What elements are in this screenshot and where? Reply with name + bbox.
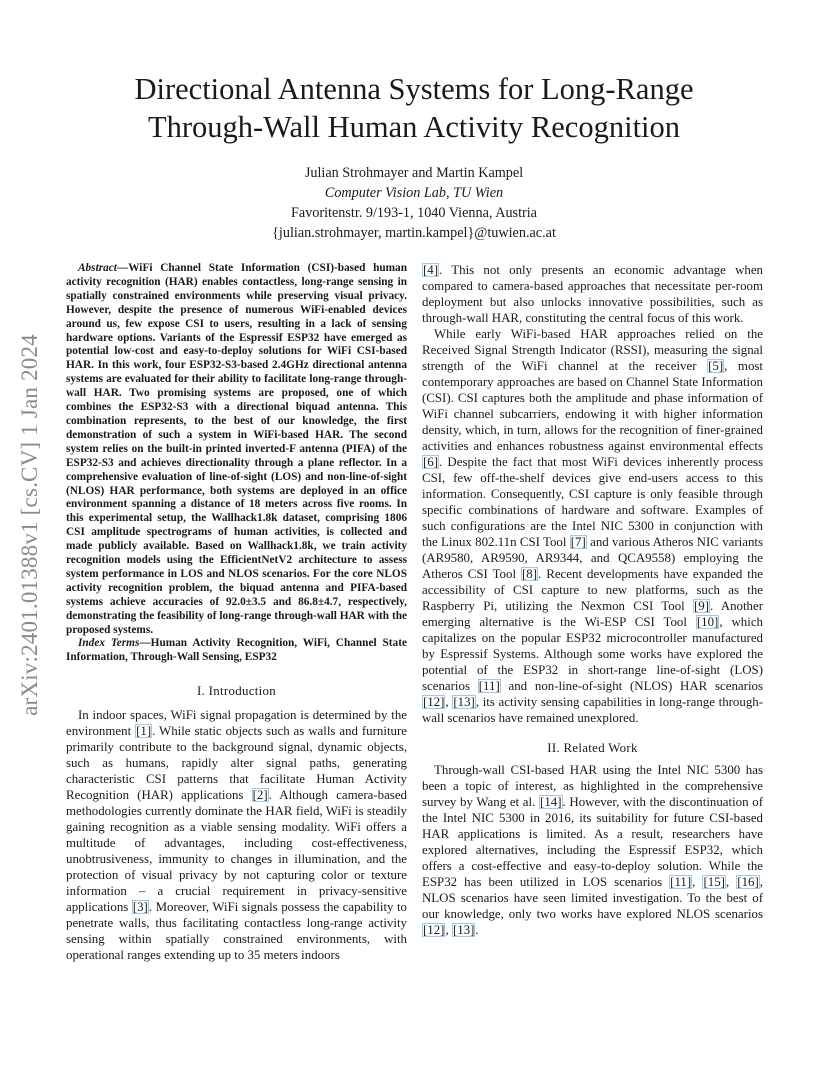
author-affiliation: Computer Vision Lab, TU Wien bbox=[324, 185, 504, 201]
citation-link[interactable]: [5] bbox=[708, 359, 724, 373]
section-heading-introduction: I. Introduction bbox=[197, 684, 276, 699]
citation-link[interactable]: [9] bbox=[693, 599, 710, 613]
author-block bbox=[60, 163, 768, 243]
citation-link[interactable]: [7] bbox=[570, 535, 586, 549]
citation-link[interactable]: [6] bbox=[423, 455, 439, 469]
arxiv-identifier bbox=[10, 290, 50, 760]
citation-link[interactable]: [11] bbox=[670, 875, 692, 889]
author-names: Julian Strohmayer and Martin Kampel bbox=[304, 165, 524, 181]
paper-title bbox=[60, 70, 768, 146]
title-line-1: Directional Antenna Systems for Long-Range bbox=[134, 72, 694, 106]
intro-paragraph-1: In indoor spaces, WiFi signal propagation is determined by the environment [1]. While static objects such as walls and furniture primarily contribute to the background signal, dynamic objects, such as humans, rapidly alter signal paths, generating characteristic CSI patterns that facilitate Human Activity Recognition (HAR) applications [2]. Although camera-based methodologies currently dominate the HAR field, WiFi is steadily gaining recognition as a viable sensing modality. WiFi offers a multitude of advantages, including cost-effectiveness, unobtrusiveness, immunity to changes in illumination, and the protection of visual privacy by not capturing color or texture information – a crucial requirement in privacy-sensitive applications [3]. Moreover, WiFi signals possess the capability to penetrate walls, thus facilitating contactless long-range activity sensing within spatially constrained environments, with operational ranges extending up to 35 meters indoors bbox=[66, 708, 408, 963]
intro-paragraph-1-continued: [4]. This not only presents an economic advantage when compared to camera-based approaches that necessitate per-room deployment but also unlocks innovative possibilities, such as through-wall HAR, constituting the central focus of this work. bbox=[422, 263, 763, 325]
citation-link[interactable]: [16] bbox=[737, 875, 759, 889]
citation-link[interactable]: [11] bbox=[478, 679, 500, 693]
citation-link[interactable]: [15] bbox=[703, 875, 725, 889]
citation-link[interactable]: [10] bbox=[696, 615, 719, 629]
citation-link[interactable]: [12] bbox=[423, 695, 445, 709]
index-terms-text: Human Activity Recognition, WiFi, Channel State Information, Through-Wall Sensing, ESP32 bbox=[66, 637, 407, 664]
citation-link[interactable]: [13] bbox=[453, 695, 475, 709]
index-terms-label: Index Terms bbox=[78, 637, 140, 650]
citation-link[interactable]: [3] bbox=[132, 900, 148, 915]
citation-link[interactable]: [2] bbox=[252, 788, 268, 803]
title-line-2: Through-Wall Human Activity Recognition bbox=[147, 110, 681, 144]
abstract: Abstract—WiFi Channel State Information (CSI)-based human activity recognition (HAR) enables contactless, long-range sensing in spatially constrained environments while preserving visual privacy. However, despite the presence of numerous WiFi-enabled devices around us, few expose CSI to users, resulting in a lack of sensing hardware options. Variants of the Espressif ESP32 have emerged as potential low-cost and easy-to-deploy solutions for WiFi CSI-based HAR. In this work, four ESP32-S3-based 2.4GHz directional antenna systems are evaluated for their ability to facilitate long-range through-wall HAR. Two promising systems are proposed, one of which combines the ESP32-S3 with a directional biquad antenna. This combination represents, to the best of our knowledge, the first demonstration of such a system in WiFi-based HAR. The second system relies on the built-in printed inverted-F antenna (PIFA) of the ESP32-S3 and achieves directionality through a plane reflector. In a comprehensive evaluation of line-of-sight (LOS) and non-line-of-sight (NLOS) HAR performance, both systems are deployed in an office environment spanning a distance of 18 meters across five rooms. In this experimental setup, the Wallhack1.8k dataset, comprising 1806 CSI amplitude spectrograms of human activities, is collected and made publicly available. Based on Wallhack1.8k, we train activity recognition models using the EfficientNetV2 architecture to assess system performance in LOS and NLOS scenarios. For the core NLOS activity recognition problem, the biquad antenna and PIFA-based systems achieve accuracies of 92.0±3.5 and 86.8±4.7, respectively, demonstrating the feasibility of long-range through-wall HAR with the proposed systems. bbox=[66, 262, 407, 636]
left-column bbox=[66, 262, 407, 963]
abstract-text: WiFi Channel State Information (CSI)-based human activity recognition (HAR) enables contactless, long-range sensing in spatially constrained environments while preserving visual privacy. However, despite the presence of numerous WiFi-enabled devices around us, few expose CSI to users, resulting in a lack of sensing hardware options. Variants of the Espressif ESP32 have emerged as potential low-cost and easy-to-deploy solutions for WiFi CSI-based HAR. In this work, four ESP32-S3-based 2.4GHz directional antenna systems are evaluated for their ability to facilitate long-range through-wall HAR. Two promising systems are proposed, one of which combines the ESP32-S3 with a directional biquad antenna. This combination represents, to the best of our knowledge, the first demonstration of such a system in WiFi-based HAR. The second system relies on the built-in printed inverted-F antenna (PIFA) of the ESP32-S3 and achieves directionality through a plane reflector. In a comprehensive evaluation of line-of-sight (LOS) and non-line-of-sight (NLOS) HAR performance, both systems are deployed in an office environment spanning a distance of 18 meters across five rooms. In this experimental setup, the Wallhack1.8k dataset, comprising 1806 CSI amplitude spectrograms of human activities, is collected and made publicly available. Based on Wallhack1.8k, we train activity recognition models using the EfficientNetV2 architecture to assess system performance in LOS and NLOS scenarios. For the core NLOS activity recognition problem, the biquad antenna and PIFA-based systems achieve accuracies of 92.0±3.5 and 86.8±4.7, respectively, demonstrating the feasibility of long-range through-wall HAR with the proposed systems. bbox=[66, 262, 407, 636]
author-address: Favoritenstr. 9/193-1, 1040 Vienna, Austria bbox=[291, 205, 537, 221]
citation-link[interactable]: [4] bbox=[423, 263, 439, 277]
abstract-label: Abstract bbox=[78, 262, 117, 274]
author-emails: {julian.strohmayer, martin.kampel}@tuwien.ac.at bbox=[272, 225, 556, 241]
citation-link[interactable]: [14] bbox=[540, 795, 562, 809]
right-column bbox=[422, 262, 763, 938]
index-terms: Index Terms—Human Activity Recognition, WiFi, Channel State Information, Through-Wall Sensing, ESP32 bbox=[66, 637, 407, 664]
citation-link[interactable]: [1] bbox=[136, 724, 152, 739]
arxiv-identifier-text: arXiv:2401.01388v1 [cs.CV] 1 Jan 2024 bbox=[17, 334, 42, 716]
citation-link[interactable]: [13] bbox=[452, 923, 475, 937]
intro-paragraph-2: While early WiFi-based HAR approaches relied on the Received Signal Strength Indicator (RSSI), measuring the signal strength of the WiFi channel at the receiver [5], most contemporary approaches are based on Channel State Information (CSI). CSI captures both the amplitude and phase information of WiFi channel subcarriers, endowing it with higher information density, which, in turn, allows for the recognition of finer-grained activities and enhances robustness against environmental effects [6]. Despite the fact that most WiFi devices inherently process CSI, few off-the-shelf devices give end-users access to this information. Consequently, CSI capture is only feasible through specific combinations of hardware and software. Examples of such configurations are the Intel NIC 5300 in conjunction with the Linux 802.11n CSI Tool [7] and various Atheros NIC variants (AR9580, AR9590, AR9344, and QCA9558) employing the Atheros CSI Tool [8]. Recent developments have expanded the accessibility of CSI capture to new platforms, such as the Raspberry Pi, utilizing the Nexmon CSI Tool [9]. Another emerging alternative is the Wi-ESP CSI Tool [10], which capitalizes on the popular ESP32 microcontroller manufactured by Espressif Systems. Although some works have explored the potential of the ESP32 in short-range line-of-sight (LOS) scenarios [11] and non-line-of-sight (NLOS) HAR scenarios [12], [13], its activity sensing capabilities in long-range through-wall scenarios have remained unexplored. bbox=[422, 327, 764, 725]
citation-link[interactable]: [8] bbox=[522, 567, 538, 581]
section-heading-related-work: II. Related Work bbox=[547, 741, 638, 755]
citation-link[interactable]: [12] bbox=[423, 923, 445, 937]
related-work-paragraph-1: Through-wall CSI-based HAR using the Intel NIC 5300 has been a topic of interest, as highlighted in the comprehensive survey by Wang et al. [14]. However, with the discontinuation of the Intel NIC 5300 in 2016, its suitability for future CSI-based HAR applications is limited. As a result, researchers have explored alternatives, including the Espressif ESP32, which offers a cost-effective and easy-to-deploy solution. While the ESP32 has been utilized in LOS scenarios [11], [15], [16], NLOS scenarios have seen limited investigation. To the best of our knowledge, only two works have explored NLOS scenarios [12], [13]. bbox=[422, 763, 763, 937]
